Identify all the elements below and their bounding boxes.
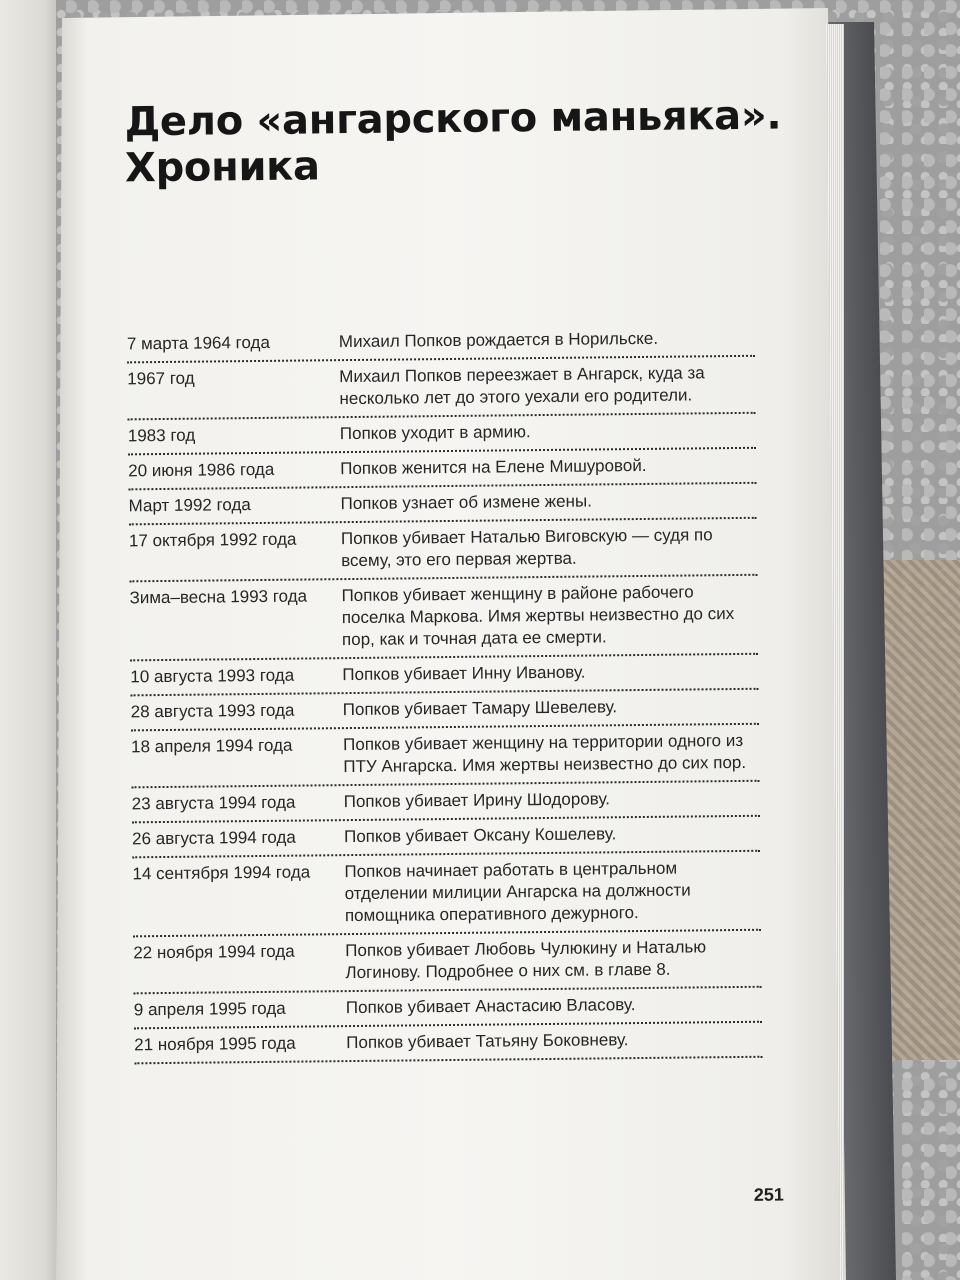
timeline-date: 1967 год: [127, 368, 195, 389]
timeline-row: [133, 931, 762, 995]
timeline-row: [129, 576, 758, 662]
timeline-event: Попков убивает Татьяну Боковневу.: [346, 1030, 629, 1053]
timeline-event: Попков убивает Любовь Чулюкину и Наталью Логинову. Подробнее о них см. в главе 8.: [345, 937, 707, 983]
page-title: Дело «ангарского маньяка». Хроника: [124, 92, 782, 192]
timeline-row: [127, 357, 756, 421]
timeline-event: Попков убивает Инну Иванову.: [342, 662, 586, 685]
timeline-row: [134, 1023, 762, 1065]
page-number: 251: [753, 1184, 784, 1205]
timeline-date: 7 марта 1964 года: [126, 332, 270, 354]
timeline-date: 1983 год: [127, 425, 196, 446]
timeline-date: Март 1992 года: [128, 495, 251, 516]
timeline-date: Зима–весна 1993 года: [129, 586, 308, 608]
timeline-event: Михаил Попков рождается в Норильске.: [338, 328, 659, 352]
timeline-date: 23 августа 1994 года: [131, 792, 296, 814]
timeline-row: [129, 519, 758, 583]
timeline-event: Попков начинает работать в центральном отделении милиции Ангарска на должности помощника оперативного дежурного.: [344, 858, 691, 926]
timeline-date: 22 ноября 1994 года: [133, 941, 295, 963]
timeline-date: 20 июня 1986 года: [128, 459, 275, 481]
timeline-event: Попков узнает об измене жены.: [340, 491, 592, 514]
timeline-date: 10 августа 1993 года: [130, 665, 295, 687]
timeline-date: 9 апреля 1995 года: [133, 998, 286, 1020]
timeline-event: Попков убивает Анастасию Власову.: [345, 995, 636, 1018]
timeline-date: 18 апреля 1994 года: [131, 735, 293, 757]
timeline-date: 17 октября 1992 года: [128, 529, 297, 551]
timeline-date: 28 августа 1993 года: [130, 700, 295, 722]
timeline-event: Попков уходит в армию.: [339, 422, 531, 444]
timeline-event: Попков женится на Елене Мишуровой.: [340, 455, 647, 479]
timeline-event: Михаил Попков переезжает в Ангарск, куда за несколько лет до этого уехали его родители.: [339, 363, 705, 409]
timeline-date: 14 сентября 1994 года: [132, 862, 311, 884]
timeline-event: Попков убивает Наталью Виговскую — судя по всему, это его первая жертва.: [340, 525, 713, 571]
timeline-event: Попков убивает Тамару Шевелеву.: [342, 697, 618, 720]
chronicle-timeline: [127, 322, 763, 1065]
timeline-row: [131, 725, 760, 789]
timeline-event: Попков убивает женщину на территории одного из ПТУ Ангарска. Имя жертвы неизвестно до сих пор.: [342, 730, 747, 777]
timeline-date: 21 ноября 1995 года: [134, 1033, 296, 1055]
timeline-date: 26 августа 1994 года: [131, 827, 296, 849]
timeline-event: Попков убивает Оксану Кошелеву.: [343, 824, 617, 847]
timeline-event: Попков убивает женщину в районе рабочего поселка Маркова. Имя жертвы неизвестно до сих пор, как и точная дата ее смерти.: [341, 582, 735, 650]
timeline-row: [132, 852, 761, 938]
timeline-event: Попков убивает Ирину Шодорову.: [343, 789, 611, 812]
